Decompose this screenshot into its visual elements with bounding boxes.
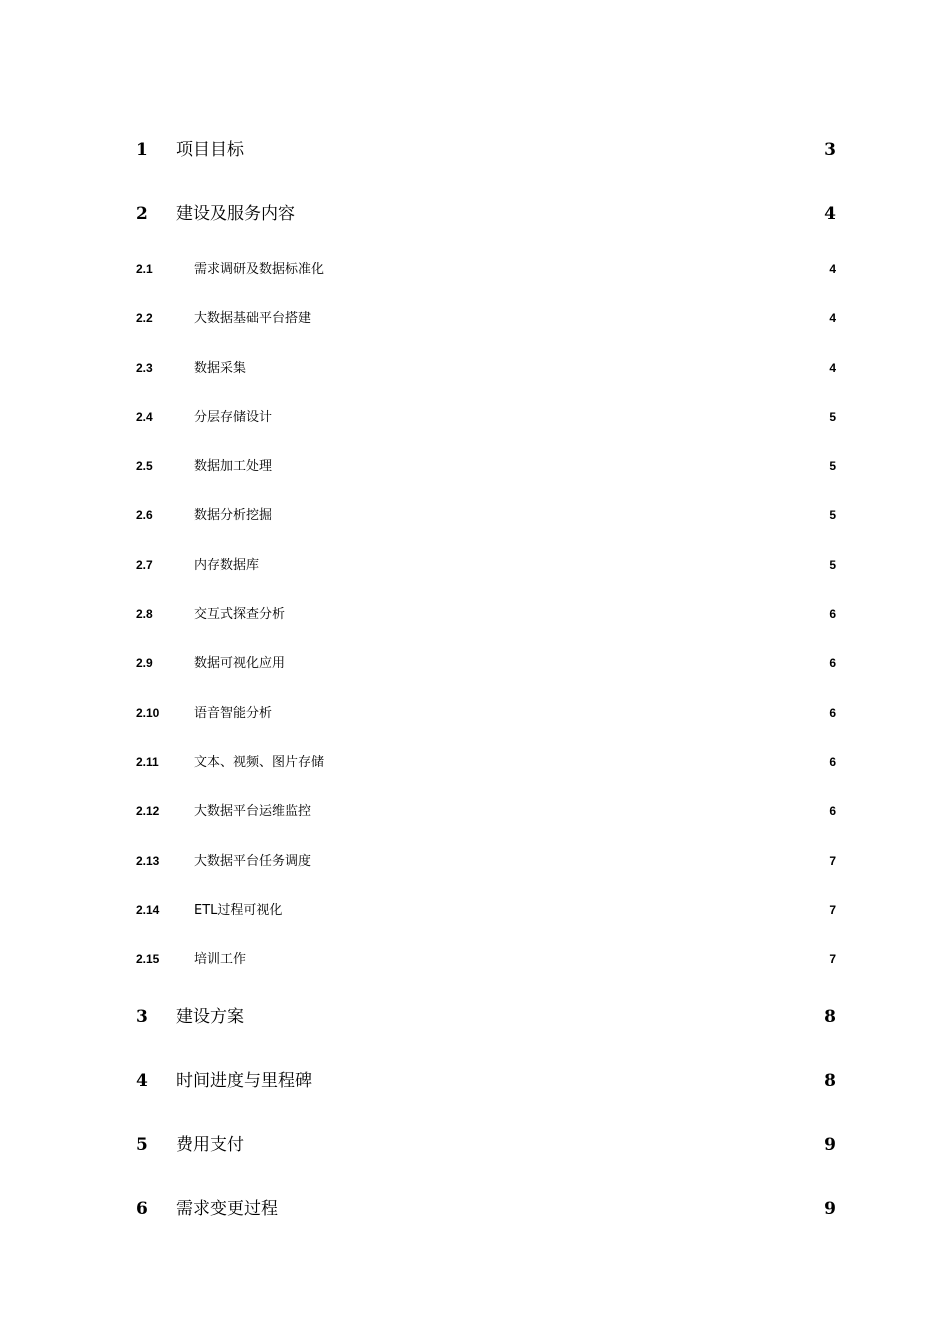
toc-entry-2-14[interactable] — [136, 891, 836, 940]
toc-leader-dots — [286, 608, 828, 618]
toc-page-number: 9 — [824, 1199, 836, 1220]
toc-title: 交互式探查分析 — [194, 607, 286, 623]
toc-entry-6[interactable] — [136, 1187, 836, 1251]
toc-page-number: 5 — [829, 459, 836, 474]
toc-leader-dots — [260, 559, 828, 569]
toc-title: 费用支付 — [176, 1135, 244, 1156]
toc-leader-dots — [313, 1073, 823, 1086]
toc-leader-dots — [296, 206, 823, 219]
toc-page-number: 6 — [829, 754, 836, 769]
toc-title: 语音智能分析 — [194, 705, 273, 721]
toc-number: 2.11 — [136, 754, 159, 769]
toc-entry-2-9[interactable] — [136, 644, 836, 693]
toc-title: 分层存储设计 — [194, 409, 273, 425]
toc-page-number: 3 — [824, 140, 836, 160]
toc-title: 大数据平台任务调度 — [194, 853, 312, 869]
toc-page-number: 8 — [824, 1007, 836, 1028]
toc-leader-dots — [286, 657, 828, 667]
toc-number: 2 — [136, 204, 148, 224]
toc-number: 2.5 — [136, 459, 153, 474]
toc-leader-dots — [247, 362, 828, 372]
table-of-contents — [136, 128, 836, 1251]
toc-entry-2-11[interactable] — [136, 743, 836, 792]
toc-title: 大数据基础平台搭建 — [194, 311, 312, 327]
toc-title: 建设及服务内容 — [176, 204, 295, 224]
toc-title: 需求变更过程 — [176, 1199, 278, 1220]
toc-number: 2.13 — [136, 853, 160, 868]
toc-leader-dots — [273, 411, 828, 421]
toc-leader-dots — [245, 1009, 823, 1022]
toc-entry-2-7[interactable] — [136, 546, 836, 595]
toc-number: 2.1 — [136, 262, 153, 276]
toc-page-number: 4 — [829, 311, 836, 326]
toc-leader-dots — [273, 460, 828, 470]
toc-number: 2.7 — [136, 557, 153, 572]
toc-title: 培训工作 — [194, 952, 247, 968]
toc-entry-3[interactable] — [136, 995, 836, 1059]
toc-entry-2-12[interactable] — [136, 792, 836, 841]
toc-entry-2[interactable] — [136, 192, 836, 256]
toc-title: 数据分析挖掘 — [194, 508, 273, 524]
toc-page-number: 4 — [824, 204, 836, 224]
toc-number: 3 — [136, 1007, 148, 1028]
toc-entry-2-1[interactable] — [136, 250, 836, 299]
toc-title: 项目目标 — [176, 140, 244, 160]
toc-entry-2-15[interactable] — [136, 940, 836, 989]
toc-number: 2.15 — [136, 952, 160, 967]
toc-leader-dots — [312, 312, 828, 322]
toc-title: 数据采集 — [194, 360, 247, 376]
toc-number: 2.14 — [136, 902, 160, 917]
toc-number: 1 — [136, 140, 148, 160]
toc-leader-dots — [279, 1201, 823, 1214]
toc-leader-dots — [245, 142, 823, 155]
toc-leader-dots — [325, 756, 828, 766]
toc-page-number: 6 — [829, 804, 836, 819]
toc-entry-1[interactable] — [136, 128, 836, 192]
toc-page-number: 7 — [829, 902, 836, 917]
toc-leader-dots — [247, 953, 828, 963]
toc-entry-5[interactable] — [136, 1123, 836, 1187]
toc-number: 6 — [136, 1199, 148, 1220]
toc-page-number: 9 — [824, 1135, 836, 1156]
toc-number: 2.12 — [136, 804, 160, 819]
toc-title: 需求调研及数据标准化 — [194, 262, 325, 277]
toc-leader-dots — [245, 1137, 823, 1150]
toc-page-number: 5 — [829, 557, 836, 572]
toc-leader-dots — [312, 855, 828, 865]
toc-number: 5 — [136, 1135, 148, 1156]
toc-title: 文本、视频、图片存储 — [194, 754, 325, 770]
toc-page-number: 5 — [829, 508, 836, 523]
toc-leader-dots — [283, 904, 828, 914]
toc-leader-dots — [273, 707, 828, 717]
toc-number: 4 — [136, 1071, 148, 1092]
toc-entry-2-8[interactable] — [136, 595, 836, 644]
toc-number: 2.4 — [136, 409, 153, 424]
toc-page-number: 7 — [829, 853, 836, 868]
toc-page-number: 7 — [829, 952, 836, 967]
toc-title: 内存数据库 — [194, 557, 260, 573]
toc-page-number: 6 — [829, 607, 836, 622]
toc-title: 建设方案 — [176, 1007, 244, 1028]
toc-leader-dots — [312, 805, 828, 815]
toc-page-number: 6 — [829, 656, 836, 671]
toc-number: 2.6 — [136, 508, 153, 523]
toc-entry-2-2[interactable] — [136, 299, 836, 348]
toc-page-number: 6 — [829, 705, 836, 720]
toc-entry-2-6[interactable] — [136, 496, 836, 545]
toc-page-number: 4 — [829, 262, 836, 276]
toc-number: 2.9 — [136, 656, 153, 671]
toc-entry-2-3[interactable] — [136, 349, 836, 398]
toc-page-number: 5 — [829, 409, 836, 424]
toc-page-number: 4 — [829, 360, 836, 375]
toc-leader-dots — [273, 509, 828, 519]
toc-title: ETL过程可视化 — [194, 902, 283, 918]
toc-entry-2-4[interactable] — [136, 398, 836, 447]
toc-entry-2-10[interactable] — [136, 694, 836, 743]
toc-title: 数据加工处理 — [194, 459, 273, 475]
toc-entry-2-5[interactable] — [136, 447, 836, 496]
toc-number: 2.8 — [136, 607, 153, 622]
toc-number: 2.2 — [136, 311, 153, 326]
toc-title: 数据可视化应用 — [194, 656, 286, 672]
toc-title: 大数据平台运维监控 — [194, 804, 312, 820]
toc-entry-4[interactable] — [136, 1059, 836, 1123]
toc-leader-dots — [325, 263, 828, 273]
toc-entry-2-13[interactable] — [136, 842, 836, 891]
toc-page-number: 8 — [824, 1071, 836, 1092]
toc-number: 2.10 — [136, 705, 160, 720]
toc-number: 2.3 — [136, 360, 153, 375]
toc-title: 时间进度与里程碑 — [176, 1071, 312, 1092]
